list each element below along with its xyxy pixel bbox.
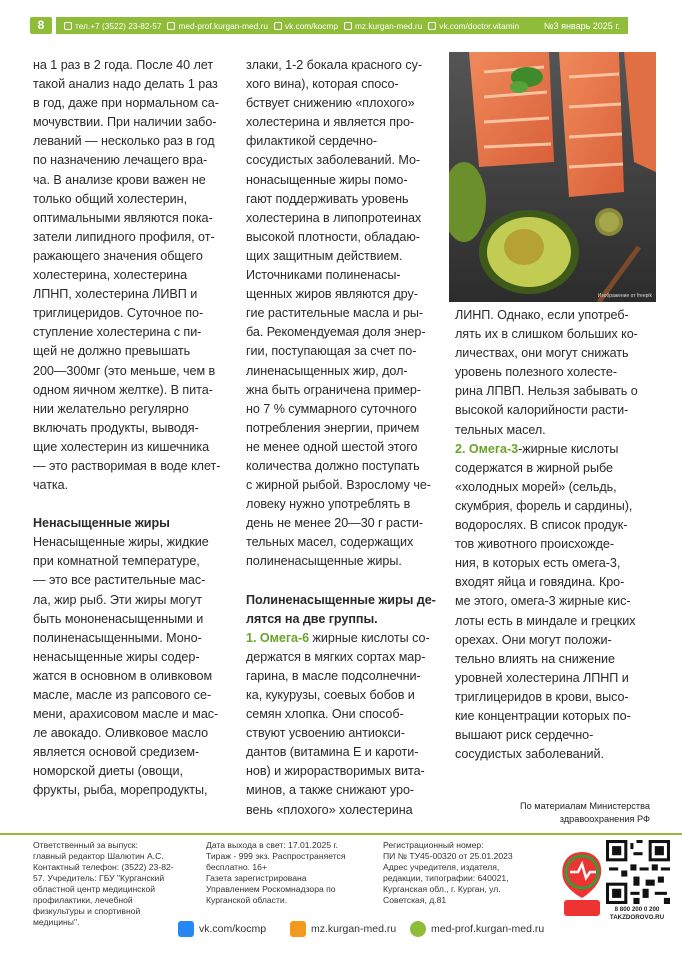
med-logo-icon	[410, 921, 426, 937]
footer-publication-info: Дата выхода в свет: 17.01.2025 г. Тираж - 999 экз. Распространяется бесплатно. 16+ Газета зарегистрирована Управлением Роскомнадзора по Курганской области.	[206, 840, 346, 905]
header-phone: тел.+7 (3522) 23-82-57	[64, 21, 161, 31]
phone-icon	[64, 22, 72, 30]
photo-credit: Изображение от freepik	[597, 293, 652, 299]
issue-label: №3 январь 2025 г.	[543, 20, 620, 31]
header-site-link[interactable]: med-prof.kurgan-med.ru	[167, 21, 267, 31]
hotline-site: TAKZDOROVO.RU	[609, 914, 665, 921]
footer-med-link[interactable]: med-prof.kurgan-med.ru	[410, 921, 544, 937]
globe-icon	[167, 22, 175, 30]
header-vk-link[interactable]: vk.com/kocmp	[274, 21, 338, 31]
footer-editorial-info: Ответственный за выпуск: главный редактор Шалютин А.С. Контактный телефон: (3522) 23-82- 57. Учредитель: ГБУ "Курганский областной центр медицинской профилактики, лечебной физкультуры и спортивной медицины".	[33, 840, 174, 927]
food-illustration	[449, 52, 656, 302]
qr-code[interactable]	[606, 840, 670, 904]
vk-icon	[178, 921, 194, 937]
header-contact-bar	[56, 17, 628, 34]
hotline-info	[596, 906, 678, 922]
header-mz-link[interactable]: mz.kurgan-med.ru	[344, 21, 422, 31]
omega6-paragraph: 1. Омега-6 жирные кислоты со- держатся в мягких сортах мар- гарина, в масле подсолнечни- ка, кукурузы, соевых бобов и семян хлопка. Они способ- ствуют усвоению антиокси- дантов (витамина Е и кароти- нов) и жирорастворимых вита- минов, а также снижают уро- вень «плохого» холестерина	[246, 630, 430, 817]
hotline-phone: 8 800 200 0 200	[614, 906, 660, 913]
paragraph: злаки, 1-2 бокала красного су- хого вина), которая спосо- бствует снижению «плохого» холестерина и является про- филактикой сердечно- сосудистых заболеваний. Мо- нонасыщенные жиры помо- гают поддерживать уровень холестерина в липопротеинах высокой плотности, обладаю- щих защитным действием. Источниками полиненасы- щенных жиров являются дру- гие растительные масла и ры- ба. Рекомендуемая доля энер- гии, поступающая за счет по- линенасыщенных жир, дол- жна быть ограничена пример- но 7 % суммарного суточного потребления энергии, причем не менее одной шестой этого количества должно поступать с жирной рыбой. Взрослому че- ловеку нужно употреблять в день не менее 20—30 г расти- тельных масел, содержащих полиненасыщенные жиры.	[246, 58, 431, 569]
globe-icon	[344, 22, 352, 30]
paragraph: на 1 раз в 2 года. После 40 лет такой анализ надо делать 1 раз в год, даже при нормальном са- мочувствии. При наличии забо- леваний — несколько раз в год по назначению лечащего вра- ча. В анализе крови важен не только общий холестерин, оптимальными являются пока- затели липидного профиля, от- ражающего значения общего холестерина, холестерина ЛПНП, холестерина ЛИВП и триглицеридов. Суточное по- ступление холестерина с пи- щей не должно превышать 200—300мг (это меньше, чем в одном яичном желтке). В пита- нии желательно регулярно включать продукты, выводя- щие холестерин из кишечника — это растворимая в воде клет- чатка.	[33, 58, 221, 493]
footer-divider	[0, 833, 682, 835]
omega3-paragraph: 2. Омега-3-жирные кислоты содержатся в жирной рыбе «холодных морей» (сельдь, скумбрия, форель и сардины), водорослях. В список продук- тов животного происхожде- ния, в которых есть омега-3, входят яйца и говядина. Кро- ме этого, омега-3 жирные кис- лоты есть в миндале и грецких орехах. Они могут положи- тельно влиять на снижение уровней холестерина ЛПНП и триглицеридов в крови, высо- кие концентрации которых по- вышают риск сердечно- сосудистых заболеваний.	[455, 441, 636, 762]
header-vk2-link[interactable]: vk.com/doctor.vitamin	[428, 21, 519, 31]
salmon-avocado-photo	[449, 52, 656, 302]
paragraph: Ненасыщенные жиры, жидкие при комнатной температуре, — это все растительные мас- ла, жир рыб. Эти жиры могут быть мононенасыщенными и полиненасыщенными. Моно- ненасыщенные жиры содер- жатся в основном в оливковом масле, масле из рапсового се- мени, арахисовом масле и мас- ле авокадо. Оливковое масло является основой средизем- номорской диеты (овощи, фрукты, рыба, морепродукты,	[33, 535, 219, 798]
section-heading-unsaturated: Ненасыщенные жиры	[33, 516, 170, 531]
footer-vk-link[interactable]: vk.com/kocmp	[178, 921, 266, 937]
section-heading-polyunsaturated: Полиненасыщенные жиры де- лятся на две группы.	[246, 592, 436, 626]
footer-registration-info: Регистрационный номер: ПИ № ТУ45-00320 от 25.01.2023 Адрес учредителя, издателя, редакции, типографии: 640021, Курганская обл., г. Курган, ул. Советская, д.81	[383, 840, 513, 905]
page-header	[0, 14, 682, 36]
paragraph: ЛИНП. Однако, если употреб- лять их в слишком больших ко- личествах, они могут снижать уровень полезного холесте- рина ЛПВП. Нельзя забывать о высокой калорийности расти- тельных масел.	[455, 308, 638, 437]
footer-links	[0, 921, 682, 943]
footer-mz-link[interactable]: mz.kurgan-med.ru	[290, 921, 396, 937]
article-column-1	[33, 56, 229, 801]
vk-icon	[274, 22, 282, 30]
vk-icon	[428, 22, 436, 30]
article-column-3	[455, 306, 651, 764]
omega6-label: 1. Омега-6	[246, 630, 310, 645]
source-note: По материалам Министерства здравоохранения РФ	[520, 801, 650, 824]
article-column-2	[246, 56, 444, 820]
page-number: 8	[30, 17, 52, 34]
omega3-label: 2. Омега-3	[455, 441, 519, 456]
cursor-icon	[290, 921, 306, 937]
